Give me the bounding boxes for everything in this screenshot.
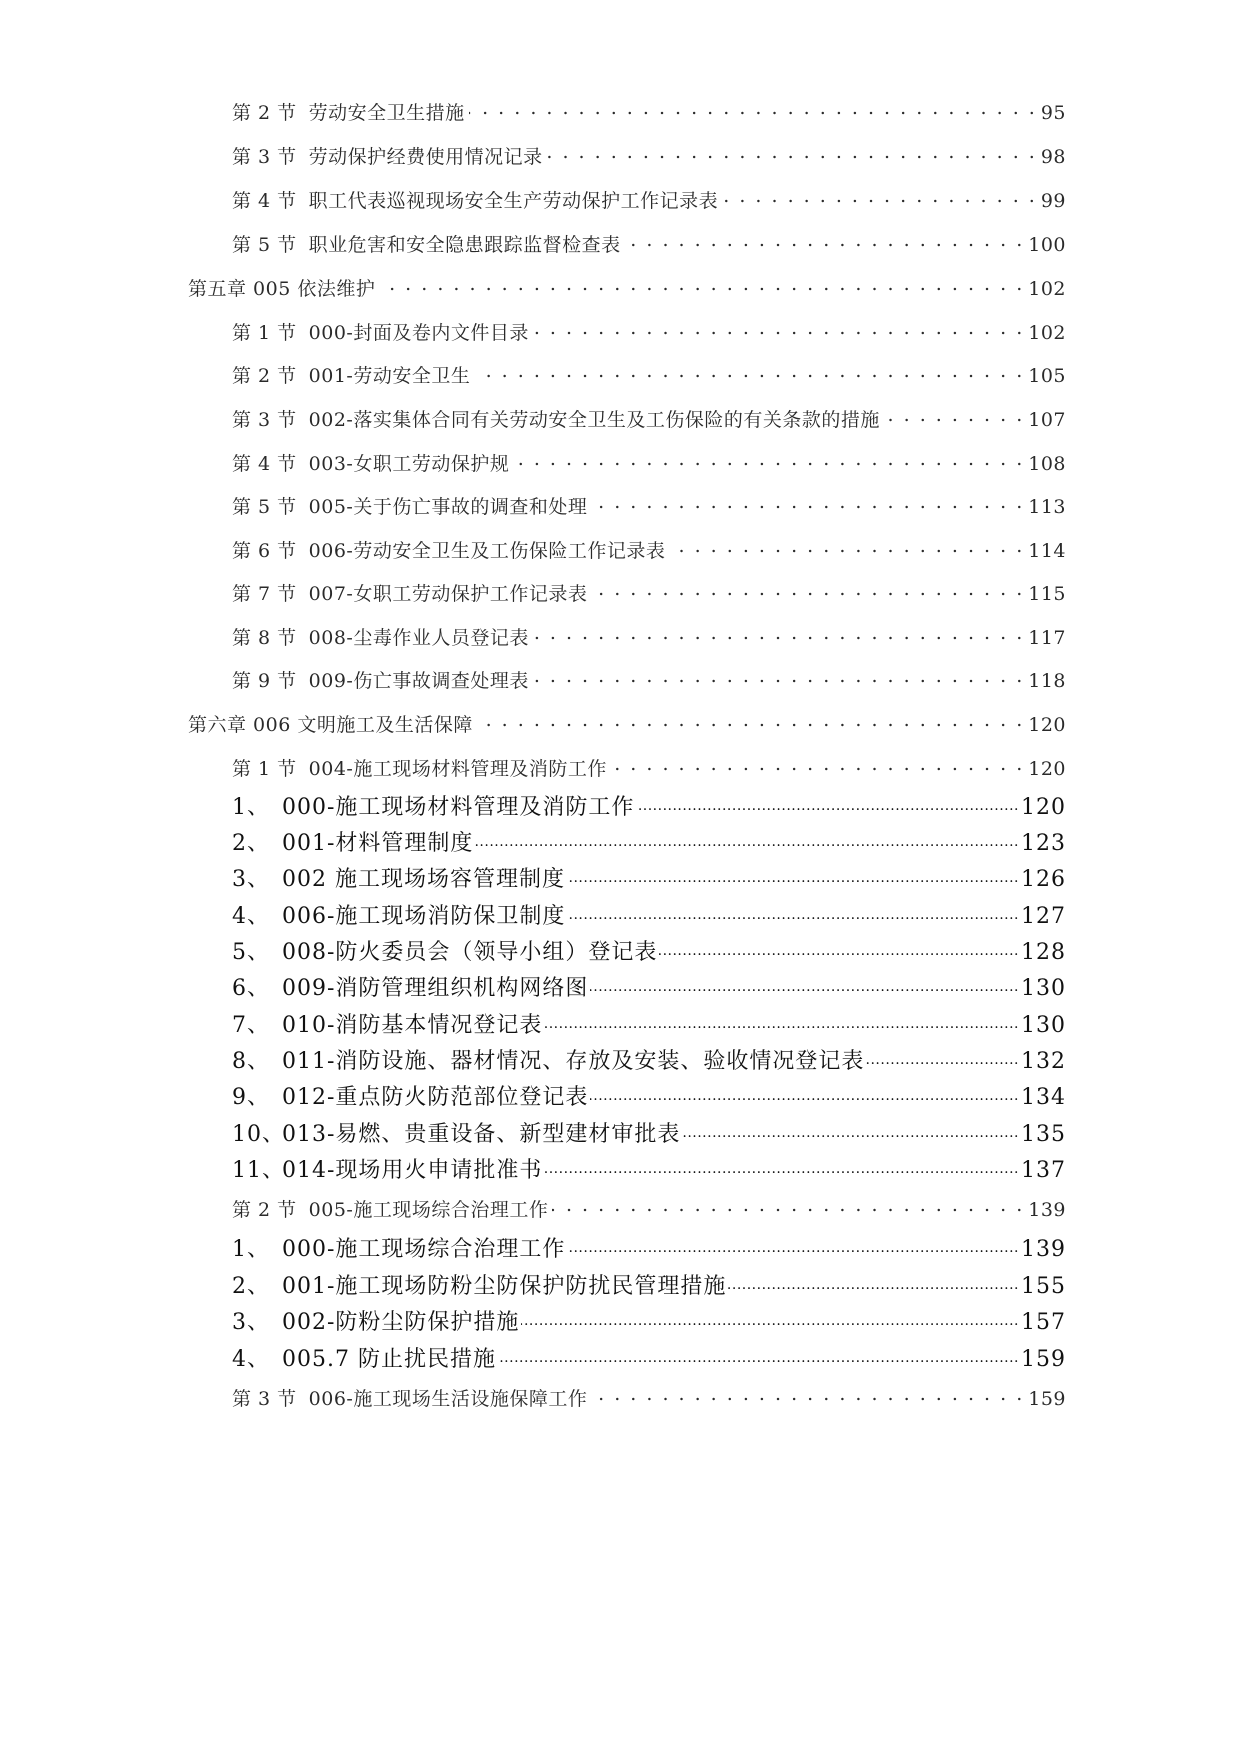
toc-entry-number: 第 3 节: [232, 146, 297, 168]
toc-dot-leader: [669, 538, 1024, 557]
toc-entry-page-number: 128: [1021, 940, 1066, 965]
toc-dot-leader: [636, 792, 1019, 814]
toc-dot-leader: [521, 1307, 1019, 1329]
toc-entry-item[interactable]: [232, 971, 1066, 1002]
toc-entry-number: 第 5 节: [232, 234, 297, 256]
toc-entry-number: 第 1 节: [232, 322, 297, 344]
toc-entry-page-number: 157: [1021, 1310, 1066, 1335]
toc-entry-chapter[interactable]: [188, 274, 1066, 301]
toc-entry-page-number: 102: [1028, 278, 1066, 300]
toc-entry-number: 4、: [232, 1347, 270, 1372]
toc-entry-section[interactable]: [232, 98, 1066, 125]
toc-entry-page-number: 120: [1028, 758, 1066, 780]
toc-dot-leader: [591, 1386, 1024, 1405]
toc-entry-item[interactable]: [232, 826, 1066, 857]
toc-dot-leader: [379, 276, 1024, 295]
toc-entry-page-number: 118: [1028, 670, 1066, 692]
toc-dot-leader: [544, 1010, 1019, 1032]
toc-dot-leader: [567, 1234, 1019, 1256]
toc-entry-title: 000-施工现场材料管理及消防工作: [282, 795, 635, 820]
toc-entry-page-number: 135: [1021, 1122, 1066, 1147]
toc-entry-title: 007-女职工劳动保护工作记录表: [308, 583, 588, 605]
toc-entry-page-number: 130: [1021, 976, 1066, 1001]
toc-entry-number: 第 2 节: [232, 102, 297, 124]
toc-entry-page-number: 99: [1040, 190, 1066, 212]
toc-entry-page-number: 108: [1028, 453, 1066, 475]
toc-entry-number: 2、: [232, 1274, 270, 1299]
toc-entry-number: 第 7 节: [232, 583, 297, 605]
toc-entry-page-number: 107: [1028, 409, 1066, 431]
toc-entry-section[interactable]: [232, 623, 1066, 650]
toc-entry-page-number: 159: [1021, 1347, 1066, 1372]
toc-entry-title: 001-材料管理制度: [282, 831, 474, 856]
toc-entry-title: 008-防火委员会（领导小组）登记表: [282, 940, 658, 965]
toc-entry-title: 劳动保护经费使用情况记录: [308, 146, 543, 168]
toc-entry-page-number: 95: [1040, 102, 1066, 124]
toc-entry-section[interactable]: [232, 492, 1066, 519]
toc-entry-number: 5、: [232, 940, 270, 965]
toc-entry-title: 职业危害和安全隐患跟踪监督检查表: [308, 234, 621, 256]
toc-entry-title: 013-易燃、贵重设备、新型建材审批表: [282, 1122, 681, 1147]
toc-entry-section[interactable]: [232, 230, 1066, 257]
toc-dot-leader: [498, 1344, 1019, 1366]
toc-dot-leader: [547, 144, 1037, 163]
toc-entry-page-number: 139: [1021, 1237, 1066, 1262]
toc-entry-title: 005-施工现场综合治理工作: [308, 1199, 549, 1221]
toc-entry-number: 1、: [232, 795, 270, 820]
toc-entry-number: 6、: [232, 976, 270, 1001]
toc-entry-page-number: 134: [1021, 1085, 1066, 1110]
toc-entry-page-number: 139: [1028, 1199, 1066, 1221]
toc-entry-number: 第 2 节: [232, 365, 297, 387]
toc-entry-item[interactable]: [232, 1080, 1066, 1111]
toc-entry-number: 3、: [232, 1310, 270, 1335]
toc-entry-item[interactable]: [232, 1342, 1066, 1373]
toc-entry-item[interactable]: [232, 935, 1066, 966]
toc-dot-leader: [475, 828, 1019, 850]
toc-entry-title: 000-施工现场综合治理工作: [282, 1237, 566, 1262]
toc-dot-leader: [659, 937, 1019, 959]
toc-dot-leader: [591, 494, 1024, 513]
toc-entry-number: 第 8 节: [232, 627, 297, 649]
toc-dot-leader: [682, 1119, 1019, 1141]
toc-entry-title: 第六章 006 文明施工及生活保障: [188, 714, 473, 736]
toc-entry-section[interactable]: [232, 579, 1066, 606]
toc-entry-item[interactable]: [232, 1117, 1066, 1148]
toc-entry-section[interactable]: [232, 1384, 1066, 1411]
toc-entry-title: 012-重点防火防范部位登记表: [282, 1085, 589, 1110]
toc-entry-section[interactable]: [232, 186, 1066, 213]
toc-entry-section[interactable]: [232, 449, 1066, 476]
toc-entry-page-number: 113: [1028, 496, 1066, 518]
toc-entry-title: 011-消防设施、器材情况、存放及安装、验收情况登记表: [282, 1049, 865, 1074]
toc-entry-item[interactable]: [232, 1305, 1066, 1336]
toc-entry-title: 002-落实集体合同有关劳动安全卫生及工伤保险的有关条款的措施: [308, 409, 880, 431]
toc-dot-leader: [544, 1155, 1019, 1177]
toc-entry-title: 006-施工现场生活设施保障工作: [308, 1388, 588, 1410]
toc-entry-number: 4、: [232, 904, 270, 929]
toc-entry-page-number: 105: [1028, 365, 1066, 387]
toc-dot-leader: [513, 451, 1024, 470]
toc-entry-section[interactable]: [232, 405, 1066, 432]
toc-entry-title: 第五章 005 依法维护: [188, 278, 376, 300]
toc-entry-number: 1、: [232, 1237, 270, 1262]
toc-entry-item[interactable]: [232, 790, 1066, 821]
toc-entry-item[interactable]: [232, 1008, 1066, 1039]
toc-dot-leader: [866, 1046, 1019, 1068]
toc-entry-item[interactable]: [232, 899, 1066, 930]
toc-entry-number: 第 6 节: [232, 540, 297, 562]
toc-dot-leader: [590, 1082, 1019, 1104]
toc-entry-item[interactable]: [232, 862, 1066, 893]
toc-entry-page-number: 120: [1021, 795, 1066, 820]
toc-entry-page-number: 159: [1028, 1388, 1066, 1410]
toc-dot-leader: [477, 712, 1024, 731]
toc-entry-title: 005-关于伤亡事故的调查和处理: [308, 496, 588, 518]
toc-entry-page-number: 114: [1028, 540, 1066, 562]
toc-entry-title: 001-劳动安全卫生: [308, 365, 471, 387]
toc-entry-page-number: 98: [1040, 146, 1066, 168]
toc-entry-section[interactable]: [232, 318, 1066, 345]
toc-entry-title: 004-施工现场材料管理及消防工作: [308, 758, 607, 780]
toc-entry-page-number: 130: [1021, 1013, 1066, 1038]
toc-dot-leader: [884, 407, 1024, 426]
toc-dot-leader: [552, 1197, 1024, 1216]
toc-entry-title: 006-劳动安全卫生及工伤保险工作记录表: [308, 540, 666, 562]
toc-entry-title: 职工代表巡视现场安全生产劳动保护工作记录表: [308, 190, 719, 212]
toc-entry-title: 001-施工现场防粉尘防保护防扰民管理措施: [282, 1274, 727, 1299]
toc-entry-item[interactable]: [232, 1153, 1066, 1184]
toc-entry-number: 第 3 节: [232, 1388, 297, 1410]
toc-entry-number: 11、: [232, 1158, 285, 1183]
toc-dot-leader: [590, 973, 1019, 995]
toc-entry-number: 9、: [232, 1085, 270, 1110]
toc-entry-page-number: 120: [1028, 714, 1066, 736]
toc-dot-leader: [611, 756, 1024, 775]
toc-entry-page-number: 123: [1021, 831, 1066, 856]
toc-entry-number: 8、: [232, 1049, 270, 1074]
toc-entry-title: 劳动安全卫生措施: [308, 102, 465, 124]
toc-entry-item[interactable]: [232, 1044, 1066, 1075]
toc-entry-number: 7、: [232, 1013, 270, 1038]
toc-entry-section[interactable]: [232, 142, 1066, 169]
toc-entry-chapter[interactable]: [188, 710, 1066, 737]
toc-dot-leader: [722, 188, 1037, 207]
toc-dot-leader: [567, 901, 1019, 923]
toc-dot-leader: [533, 625, 1024, 644]
toc-entry-section[interactable]: [232, 536, 1066, 563]
toc-entry-section[interactable]: [232, 361, 1066, 388]
toc-entry-number: 第 5 节: [232, 496, 297, 518]
toc-entry-page-number: 132: [1021, 1049, 1066, 1074]
toc-entry-section[interactable]: [232, 754, 1066, 781]
toc-entry-number: 第 2 节: [232, 1199, 297, 1221]
toc-entry-page-number: 102: [1028, 322, 1066, 344]
toc-entry-item[interactable]: [232, 1232, 1066, 1263]
toc-entry-page-number: 155: [1021, 1274, 1066, 1299]
toc-entry-title: 002-防粉尘防保护措施: [282, 1310, 520, 1335]
toc-entry-number: 第 9 节: [232, 670, 297, 692]
toc-entry-number: 10、: [232, 1122, 285, 1147]
toc-entry-page-number: 117: [1028, 627, 1066, 649]
toc-entry-title: 009-消防管理组织机构网络图: [282, 976, 589, 1001]
toc-dot-leader: [474, 363, 1024, 382]
toc-entry-title: 009-伤亡事故调查处理表: [308, 670, 529, 692]
toc-entry-page-number: 115: [1028, 583, 1066, 605]
toc-entry-title: 006-施工现场消防保卫制度: [282, 904, 566, 929]
toc-entry-title: 000-封面及卷内文件目录: [308, 322, 529, 344]
toc-entry-section[interactable]: [232, 666, 1066, 693]
toc-entry-title: 008-尘毒作业人员登记表: [308, 627, 529, 649]
toc-entry-number: 第 1 节: [232, 758, 297, 780]
toc-entry-section[interactable]: [232, 1195, 1066, 1222]
toc-entry-page-number: 137: [1021, 1158, 1066, 1183]
toc-entry-number: 第 3 节: [232, 409, 297, 431]
toc-entry-number: 2、: [232, 831, 270, 856]
toc-entry-title: 003-女职工劳动保护规: [308, 453, 510, 475]
toc-entry-item[interactable]: [232, 1269, 1066, 1300]
toc-dot-leader: [728, 1271, 1019, 1293]
toc-entry-title: 010-消防基本情况登记表: [282, 1013, 543, 1038]
toc-dot-leader: [469, 100, 1037, 119]
toc-entry-number: 第 4 节: [232, 190, 297, 212]
toc-entry-page-number: 127: [1021, 904, 1066, 929]
toc-dot-leader: [533, 668, 1024, 687]
toc-dot-leader: [591, 581, 1024, 600]
toc-entry-number: 3、: [232, 867, 270, 892]
toc-entry-page-number: 126: [1021, 867, 1066, 892]
toc-entry-title: 002 施工现场场容管理制度: [282, 867, 565, 892]
toc-dot-leader: [625, 232, 1025, 251]
toc-entry-title: 014-现场用火申请批准书: [282, 1158, 543, 1183]
toc-dot-leader: [533, 320, 1024, 339]
toc-entry-page-number: 100: [1028, 234, 1066, 256]
toc-entry-title: 005.7 防止扰民措施: [282, 1347, 496, 1372]
toc-entry-number: 第 4 节: [232, 453, 297, 475]
toc-dot-leader: [567, 864, 1019, 886]
